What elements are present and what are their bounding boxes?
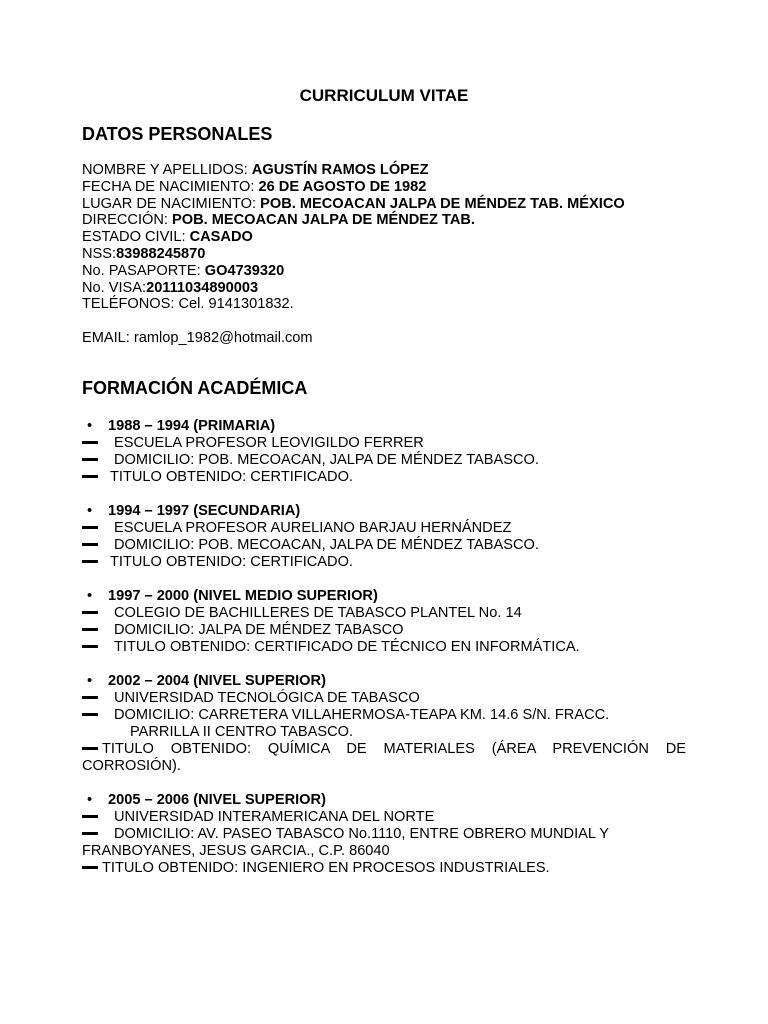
education-degree: TITULO OBTENIDO: CERTIFICADO. [82,469,686,486]
visa-line: No. VISA:20111034890003 [82,279,259,296]
name-line: NOMBRE Y APELLIDOS: AGUSTÍN RAMOS LÓPEZ [82,162,429,178]
document-title: CURRICULUM VITAE [299,86,469,105]
education-domicile: DOMICILIO: JALPA DE MÉNDEZ TABASCO [82,622,686,639]
education-period: • 2005 – 2006 (NIVEL SUPERIOR) [87,792,326,808]
education-period: • 1997 – 2000 (NIVEL MEDIO SUPERIOR) [87,588,378,604]
dash-icon [82,628,98,631]
dash-icon [82,832,98,835]
dash-icon [82,611,98,614]
address-line: DIRECCIÓN: POB. MECOACAN JALPA DE MÉNDEZ TAB. [82,212,475,229]
education-school: UNIVERSIDAD INTERAMERICANA DEL NORTE [82,809,686,826]
bullet-icon: • [87,503,93,519]
education-degree: TITULO OBTENIDO: INGENIERO EN PROCESOS INDUSTRIALES. [82,860,686,877]
education-degree: TITULO OBTENIDO: CERTIFICADO. [82,554,686,571]
education-school: ESCUELA PROFESOR LEOVIGILDO FERRER [82,435,686,452]
education-school: COLEGIO DE BACHILLERES DE TABASCO PLANTEL No. 14 [82,605,686,622]
education-period: • 1994 – 1997 (SECUNDARIA) [87,503,301,519]
dash-icon [82,475,98,478]
dash-icon [82,560,98,563]
address-value: POB. MECOACAN JALPA DE MÉNDEZ TAB. [172,212,475,229]
dash-icon [82,543,98,546]
dash-icon [82,696,98,699]
education-period: • 2002 – 2004 (NIVEL SUPERIOR) [87,673,326,689]
birth-place-value: POB. MECOACAN JALPA DE MÉNDEZ TAB. MÉXICO [260,195,625,212]
birth-date-line: FECHA DE NACIMIENTO: 26 DE AGOSTO DE 1982 [82,178,427,195]
education-period: • 1988 – 1994 (PRIMARIA) [87,418,276,434]
education-entry [82,503,686,571]
bullet-icon: • [87,588,93,604]
education-entry [82,792,686,877]
name-value: AGUSTÍN RAMOS LÓPEZ [251,162,429,178]
nss-line: NSS:83988245870 [82,245,206,262]
visa-value: 20111034890003 [146,279,259,296]
education-domicile: DOMICILIO: AV. PASEO TABASCO No.1110, ENTRE OBRERO MUNDIAL Y [82,826,686,843]
dash-icon [82,526,98,529]
passport-value: GO4739320 [204,262,285,279]
education-degree-continuation: CORROSIÓN). [82,758,181,774]
birth-place-line: LUGAR DE NACIMIENTO: POB. MECOACAN JALPA DE MÉNDEZ TAB. MÉXICO [82,195,625,212]
nss-value: 83988245870 [116,245,206,262]
personal-data-block [82,162,686,347]
education-entry [82,673,686,775]
civil-status-value: CASADO [189,229,253,246]
birth-date-value: 26 DE AGOSTO DE 1982 [258,178,427,195]
personal-data-heading: DATOS PERSONALES [82,124,273,144]
education-domicile: DOMICILIO: POB. MECOACAN, JALPA DE MÉNDEZ TABASCO. [82,537,686,554]
education-degree: TITULO OBTENIDO: QUÍMICA DE MATERIALES (ÁREA PREVENCIÓN DE [82,741,686,758]
dash-icon [82,441,98,444]
dash-icon [82,458,98,461]
education-entry [82,418,686,486]
bullet-icon: • [87,673,93,689]
dash-icon [82,645,98,648]
civil-status-line: ESTADO CIVIL: CASADO [82,229,253,246]
education-entry [82,588,686,656]
dash-icon [82,815,98,818]
education-domicile-continuation: PARRILLA II CENTRO TABASCO. [130,724,354,740]
dash-icon [82,747,98,750]
bullet-icon: • [87,792,93,808]
education-domicile: DOMICILIO: CARRETERA VILLAHERMOSA-TEAPA KM. 14.6 S/N. FRACC. [82,707,686,724]
passport-line: No. PASAPORTE: GO4739320 [82,262,285,279]
education-domicile: DOMICILIO: POB. MECOACAN, JALPA DE MÉNDEZ TABASCO. [82,452,686,469]
phone-line: TELÉFONOS: Cel. 9141301832. [82,296,294,313]
email-line: EMAIL: ramlop_1982@hotmail.com [82,329,313,346]
education-degree: TITULO OBTENIDO: CERTIFICADO DE TÉCNICO EN INFORMÁTICA. [82,639,686,656]
dash-icon [82,713,98,716]
education-domicile-continuation: FRANBOYANES, JESUS GARCIA., C.P. 86040 [82,843,390,859]
education-heading: FORMACIÓN ACADÉMICA [82,378,308,398]
education-school: UNIVERSIDAD TECNOLÓGICA DE TABASCO [82,690,686,707]
bullet-icon: • [87,418,93,434]
education-school: ESCUELA PROFESOR AURELIANO BARJAU HERNÁNDEZ [82,520,686,537]
dash-icon [82,866,98,869]
